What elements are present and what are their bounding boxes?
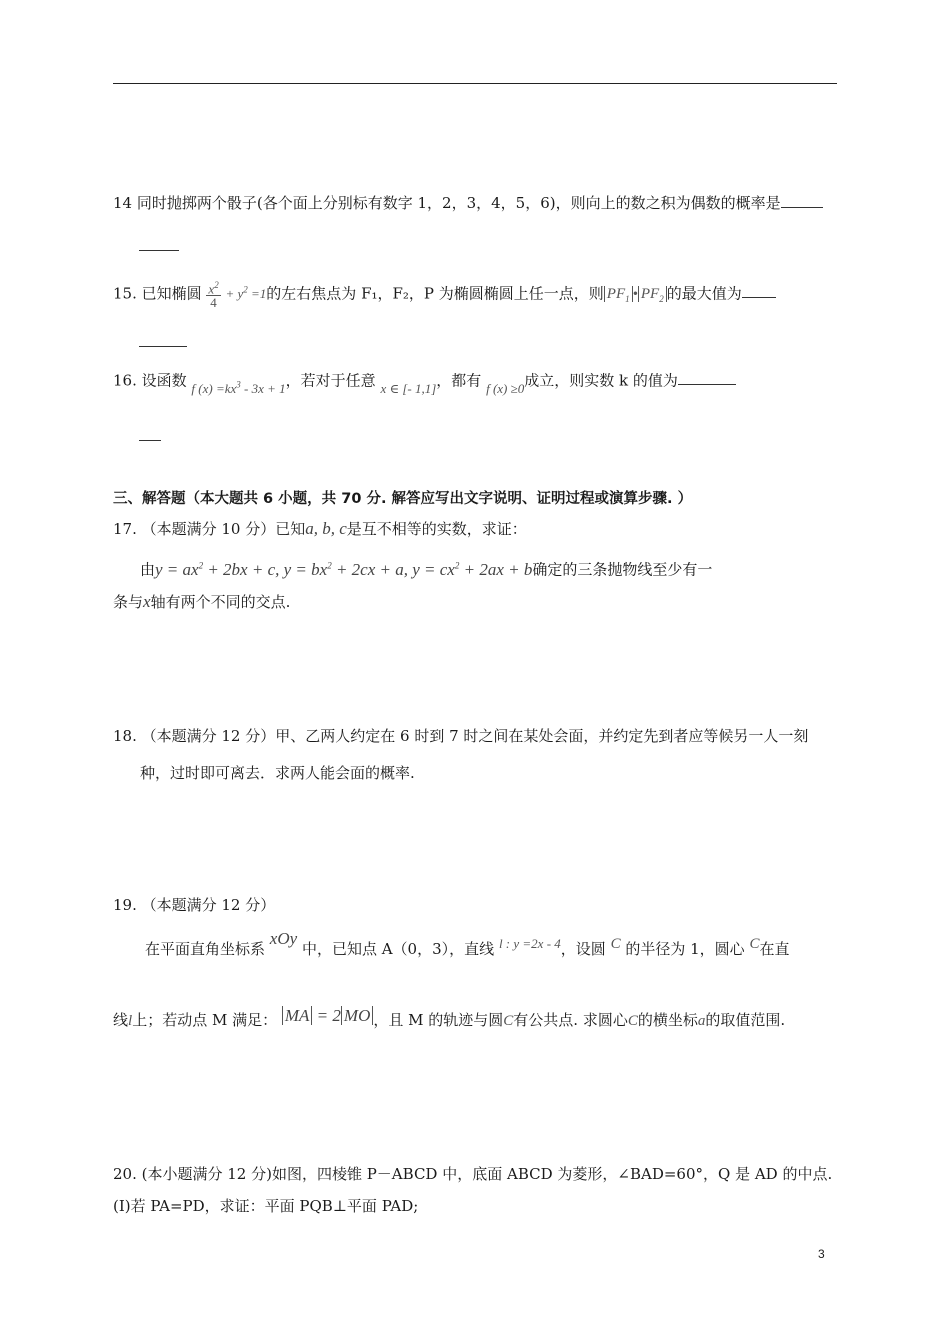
question-17-line2-suffix: 确定的三条抛物线至少有一 — [532, 560, 713, 579]
question-19-line1-suffix: 在直 — [759, 940, 790, 958]
question-19-line1-mid2: ，设圆 — [560, 940, 606, 958]
parabola-equations: $y = ax^2 + 2bx + c$, $y = bx^2 + 2cx + a$, $y = cx^2 + 2ax + b$ — [155, 559, 533, 579]
line-l-symbol: l — [128, 1013, 133, 1029]
question-19-line2-prefix: 线 — [113, 1011, 129, 1029]
domain-interval: x ∈ [- 1,1] — [380, 381, 437, 397]
x-axis-variable: x — [143, 592, 151, 611]
question-19-title: 19. （本题满分 12 分） — [113, 896, 276, 914]
question-19-line2-mid1: 上；若动点 M 满足： — [132, 1011, 278, 1029]
question-19-line1-mid1: 中，已知点 A（0，3），直线 — [301, 940, 495, 958]
coordinate-system-xoy: xOy — [269, 929, 298, 948]
question-17-line2 — [140, 554, 712, 581]
question-15-prefix: 15. 已知椭圆 — [113, 284, 202, 303]
answer-blank — [742, 285, 776, 298]
pf-product-expression: $PF_1$ • $PF_2$ — [604, 286, 667, 302]
question-17-line2-prefix: 由 — [140, 560, 156, 579]
question-15-line2 — [113, 332, 187, 352]
answer-blank — [678, 372, 736, 385]
question-19-line2-mid3: 有公共点. 求圆心 — [513, 1011, 628, 1029]
question-16-mid1: ，若对于任意 — [285, 371, 376, 390]
variables-abc: a, b, c — [305, 519, 347, 538]
question-16-prefix: 16. 设函数 — [113, 371, 187, 390]
question-18-line1: 18. （本题满分 12 分）甲、乙两人约定在 6 时到 7 时之间在某处会面，并约定先到者应等候另一人一刻 — [113, 727, 809, 745]
question-15-suffix: 的最大值为 — [666, 284, 742, 303]
answer-blank-cont — [139, 238, 179, 251]
question-19-line1 — [145, 929, 790, 967]
question-15-line1 — [113, 275, 776, 314]
variable-a: a — [697, 1013, 706, 1029]
question-19-line2-mid2: ，且 M 的轨迹与圆 — [373, 1011, 504, 1029]
question-14-line1 — [113, 193, 823, 213]
question-15-mid: 的左右焦点为 F₁，F₂，P 为椭圆椭圆上任一点，则 — [266, 284, 604, 303]
answer-blank-cont — [139, 334, 187, 347]
question-17-line1 — [113, 519, 527, 539]
question-17-suffix: 是互不相等的实数，求证： — [346, 520, 527, 538]
center-c-symbol-2: C — [627, 1013, 638, 1029]
ma-mo-condition: MA = 2 MO — [282, 1006, 373, 1025]
section-3-heading: 三、解答题（本大题共 6 小题，共 70 分. 解答应写出文字说明、证明过程或演算步骤. ） — [113, 491, 693, 507]
ellipse-equation-rest: + $y^2 =1$ — [225, 285, 267, 302]
question-19-line2 — [113, 1005, 785, 1036]
header-rule — [113, 83, 837, 84]
question-19-line1-mid3: 的半径为 1，圆心 — [625, 940, 745, 958]
question-14-text: 14 同时抛掷两个骰子(各个面上分别标有数字 1，2，3，4，5，6)，则向上的数之积为偶数的概率是 — [113, 194, 781, 212]
circle-c-symbol: C — [610, 936, 621, 952]
function-definition: f $(x) =kx^3 - 3x + 1$ — [191, 380, 286, 397]
question-19-line1-prefix: 在平面直角坐标系 — [145, 940, 266, 958]
center-c-symbol: C — [749, 936, 760, 952]
question-16-line2 — [113, 426, 161, 446]
question-17-line3-start: 条与 — [113, 593, 144, 611]
question-17-prefix: 17. （本题满分 10 分）已知 — [113, 520, 306, 538]
ellipse-equation: $\frac{x^2}{4}$ — [208, 280, 219, 311]
question-20-line2: (I)若 PA=PD，求证：平面 PQB⊥平面 PAD; — [113, 1197, 419, 1215]
line-l-equation: l : y =2x - 4 — [498, 936, 561, 951]
question-16-line1 — [113, 362, 736, 396]
page-number: 3 — [818, 1247, 825, 1261]
question-18-line2: 种，过时即可离去．求两人能会面的概率. — [140, 764, 415, 782]
question-17-line3 — [113, 591, 290, 613]
question-19-line2-suffix: 的取值范围. — [705, 1011, 786, 1029]
inequality-condition: f (x) ≥0 — [486, 381, 525, 397]
question-20-line1: 20. (本小题满分 12 分)如图，四棱锥 P－ABCD 中，底面 ABCD 为菱形，∠BAD=60°，Q 是 AD 的中点. — [113, 1165, 833, 1183]
question-14-line2 — [113, 236, 179, 256]
question-16-suffix: 成立，则实数 k 的值为 — [524, 371, 678, 390]
question-17-line3-text: 轴有两个不同的交点. — [150, 593, 291, 611]
question-19-line2-mid4: 的横坐标 — [637, 1011, 698, 1029]
question-16-mid2: ，都有 — [436, 371, 482, 390]
answer-blank-cont — [139, 428, 161, 441]
circle-c-symbol-2: C — [503, 1013, 514, 1029]
answer-blank — [781, 195, 823, 208]
